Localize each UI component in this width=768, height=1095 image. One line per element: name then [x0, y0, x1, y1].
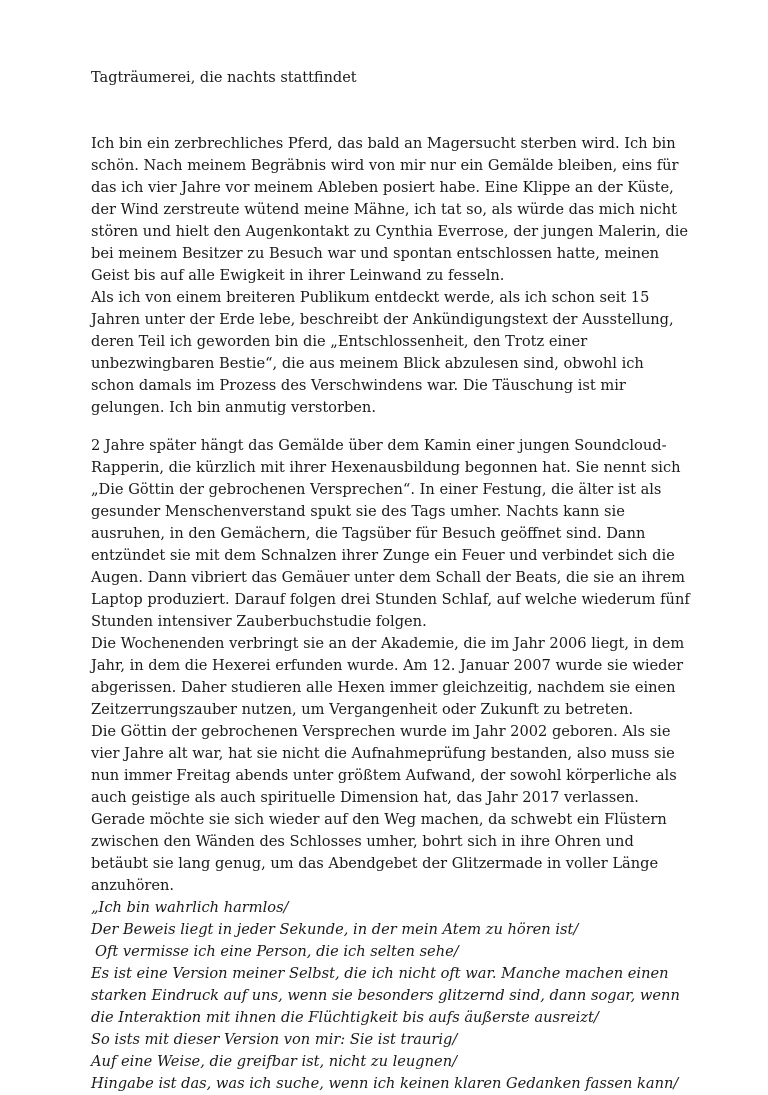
poem-line: Hingabe ist das, was ich suche, wenn ich keinen klaren Gedanken fassen kann/: [91, 1075, 679, 1092]
paragraph-academy: Die Wochenenden verbringt sie an der Akademie, die im Jahr 2006 liegt, in dem Jahr, in dem die Hexerei erfunden wurde. Am 12. Januar 2007 wurde sie wieder abgerissen. Daher studieren alle Hexen immer gleichzeitig, nachdem sie einen Zeitzerrungszauber nutzen, um Vergangenheit oder Zukunft zu betreten.: [91, 635, 685, 718]
document-title: Tagträumerei, die nachts stattfindet: [91, 70, 357, 86]
paragraph-rapper: 2 Jahre später hängt das Gemälde über dem Kamin einer jungen Soundcloud-Rapperin, die kürzlich mit ihrer Hexenausbildung begonnen hat. Sie nennt sich „Die Göttin der gebrochenen Versprechen“. In einer Festung, die älter ist als gesunder Menschenverstand spukt sie des Tags umher. Nachts kann sie ausruhen, in den Gemächern, die Tagsüber für Besuch geöffnet sind. Dann entzündet sie mit dem Schnalzen ihrer Zunge ein Feuer und verbindet sich die Augen. Dann vibriert das Gemäuer unter dem Schall der Beats, die sie an ihrem Laptop produziert. Darauf folgen drei Stunden Schlaf, auf welche wiederum fünf Stunden intensiver Zauberbuchstudie folgen.: [91, 437, 690, 630]
poem-line: Auf eine Weise, die greifbar ist, nicht zu leugnen/: [91, 1053, 458, 1070]
poem-line: Es ist eine Version meiner Selbst, die ich nicht oft war. Manche machen einen starken Eindruck auf uns, wenn sie besonders glitzernd sind, dann sogar, wenn die Interaktion mit ihnen die Flüchtigkeit bis aufs äußerste ausreizt/: [91, 965, 680, 1026]
paragraph-whisper: Gerade möchte sie sich wieder auf den Weg machen, da schwebt ein Flüstern zwischen den Wänden des Schlosses umher, bohrt sich in ihre Ohren und betäubt sie lang genug, um das Abendgebet der Glitzermade in voller Länge anzuhören.: [91, 811, 667, 894]
poem-line: „Ich bin wahrlich harmlos/: [91, 899, 289, 916]
poem-line: So ists mit dieser Version von mir: Sie ist traurig/: [91, 1031, 458, 1048]
poem-line: Der Beweis liegt in jeder Sekunde, in der mein Atem zu hören ist/: [91, 921, 579, 938]
paragraph-painting-pose: Ich bin ein zerbrechliches Pferd, das bald an Magersucht sterben wird. Ich bin schön. Nach meinem Begräbnis wird von mir nur ein Gemälde bleiben, eins für das ich vier Jahre vor meinem Ableben posiert habe. Eine Klippe an der Küste, der Wind zerstreute wütend meine Mähne, ich tat so, als würde das mich nicht stören und hielt den Augenkontakt zu Cynthia Everrose, der jungen Malerin, die bei meinem Besitzer zu Besuch war und spontan entschlossen hatte, meinen Geist bis auf alle Ewigkeit in ihrer Leinwand zu fesseln.: [91, 135, 689, 284]
evening-prayer-poem: [91, 897, 691, 1095]
poem-line: Oft vermisse ich eine Person, die ich selten sehe/: [95, 943, 459, 960]
document-body: [91, 133, 691, 1095]
paragraph-exhibition: Als ich von einem breiteren Publikum entdeckt werde, als ich schon seit 15 Jahren unter der Erde lebe, beschreibt der Ankündigungstext der Ausstellung, deren Teil ich geworden bin die „Entschlossenheit, den Trotz einer unbezwingbaren Bestie“, die aus meinem Blick abzulesen sind, obwohl ich schon damals im Prozess des Verschwindens war. Die Täuschung ist mir gelungen. Ich bin anmutig verstorben.: [91, 289, 674, 416]
paragraph-goddess-birth: Die Göttin der gebrochenen Versprechen wurde im Jahr 2002 geboren. Als sie vier Jahre alt war, hat sie nicht die Aufnahmeprüfung bestanden, also muss sie nun immer Freitag abends unter größtem Aufwand, der sowohl körperliche als auch geistige als auch spirituelle Dimension hat, das Jahr 2017 verlassen.: [91, 723, 677, 806]
